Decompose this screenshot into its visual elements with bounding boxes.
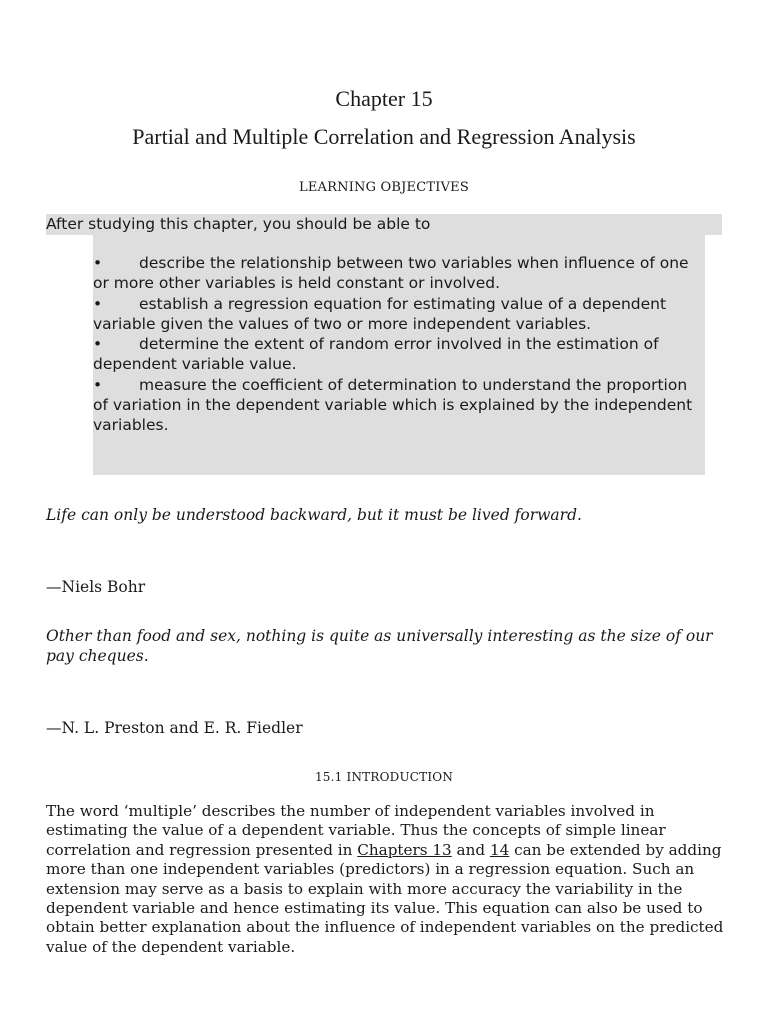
objective-item [93, 375, 703, 436]
objective-item [93, 294, 703, 335]
objective-item [93, 334, 703, 375]
epigraph-attribution: —Niels Bohr [46, 578, 146, 596]
chapter-title: Partial and Multiple Correlation and Regression Analysis [132, 124, 636, 149]
objectives-lead: After studying this chapter, you should be able to [46, 214, 722, 235]
chapter-number: Chapter 15 [335, 86, 433, 111]
objective-item [93, 253, 703, 294]
epigraph-quote: Other than food and sex, nothing is quite as universally interesting as the size of our pay cheques. [46, 627, 713, 665]
bullet-icon: • [93, 254, 103, 272]
chapter-13-link[interactable]: Chapters 13 [357, 840, 452, 859]
introduction-paragraph [46, 802, 726, 957]
bullet-icon: • [93, 294, 103, 313]
objective-text: determine the extent of random error involved in the estimation of dependent variable value. [93, 335, 659, 374]
intro-text: and [451, 840, 490, 859]
objective-text: establish a regression equation for estimating value of a dependent variable given the values of two or more independent variables. [93, 294, 667, 333]
intro-text: can be extended by adding more than one independent variables (predictors) in a regression equation. Such an extension may serve as a basis to explain with more accuracy the variability in the dependent variable and hence estimating its value. This equation can also be used to obtain better explanation about the influence of independent variables on the predicted value of the dependent variable. [46, 840, 724, 956]
bullet-icon: • [93, 335, 103, 354]
epigraph-attribution: —N. L. Preston and E. R. Fiedler [46, 719, 303, 737]
bullet-icon: • [93, 375, 103, 394]
introduction-heading: 15.1 INTRODUCTION [314, 770, 454, 784]
learning-objectives-heading: LEARNING OBJECTIVES [299, 180, 469, 195]
objective-text: describe the relationship between two variables when influence of one or more other variables is held constant or involved. [93, 254, 689, 293]
epigraph-quote: Life can only be understood backward, but it must be lived forward. [46, 506, 582, 524]
objective-text: measure the coefficient of determination to understand the proportion of variation in the dependent variable which is explained by the independent variables. [93, 375, 693, 435]
objectives-list [93, 253, 703, 436]
intro-text: The word ‘multiple’ describes the number of independent variables involved in estimating the value of a dependent variable. Thus the concepts of simple linear correlation and regression presented in [46, 802, 666, 859]
chapter-14-link[interactable]: 14 [489, 840, 510, 859]
